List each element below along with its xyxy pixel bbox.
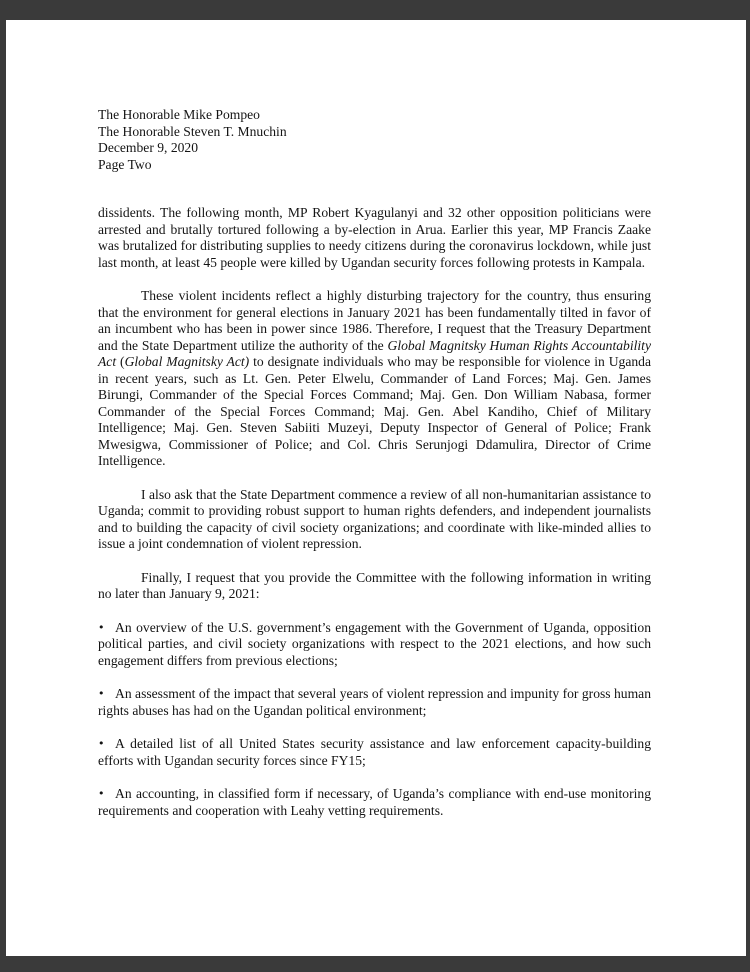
request-list [98, 620, 651, 820]
list-item [98, 736, 651, 769]
act-name: Global Magnitsky Human Rights Accountability Act [98, 337, 651, 369]
paragraph-text: ( [116, 354, 125, 369]
paragraph-information-request: Finally, I request that you provide the Committee with the following information in writing no later than January 9, 2021: [98, 569, 651, 601]
addressee-pompeo: The Honorable Mike Pompeo [98, 107, 260, 122]
act-short-name: Global Magnitsky Act) [124, 354, 250, 369]
list-item-text: An overview of the U.S. government’s engagement with the Government of Uganda, opposition political parties, and civil society organizations with respect to the 2021 elections, and how such engagement differs from previous elections; [98, 619, 651, 668]
bullet-icon: • [98, 787, 105, 800]
bottom-frame-bar [0, 956, 750, 972]
paragraph-text: These violent incidents reflect a highly disturbing trajectory for the country, thus ensuring that the environment for general elections in January 2021 has been fundamentally tilted in favor of an incumbent who has been in power since 1986. Therefore, I request that the Treasury Department and the State Department utilize the authority of the [98, 288, 651, 353]
paragraph-violent-incidents [98, 288, 651, 470]
page-number: Page Two [98, 156, 152, 172]
top-frame-bar [0, 0, 750, 20]
paragraph-dissidents: dissidents. The following month, MP Robert Kyagulanyi and 32 other opposition politicians were arrested and brutally tortured following a by-election in Arua. Earlier this year, MP Francis Zaake was brutalized for distributing supplies to needy citizens during the coronavirus lockdown, while just last month, at least 45 people were killed by Ugandan security forces following protests in Kampala. [98, 205, 651, 270]
paragraph-review-request: I also ask that the State Department commence a review of all non-humanitarian assistance to Uganda; commit to providing robust support to human rights defenders, and independent journalists and to building the capacity of civil society organizations; and coordinate with like-minded allies to issue a joint condemnation of violent repression. [98, 486, 651, 551]
list-item-text: A detailed list of all United States security assistance and law enforcement capacity-building efforts with Ugandan security forces since FY15; [98, 736, 651, 768]
letter-body [98, 205, 651, 836]
list-item [98, 620, 651, 670]
letter-date: December 9, 2020 [98, 140, 199, 155]
addressee-mnuchin: The Honorable Steven T. Mnuchin [98, 123, 287, 139]
bullet-icon: • [98, 620, 105, 634]
paragraph-text: to designate individuals who may be responsible for violence in Uganda in recent years, such as Lt. Gen. Peter Elwelu, Commander of Land Forces; Maj. Gen. James Birungi, Commander of the Special Forces Command; Maj. Gen. Don William Nabasa, former Commander of the Special Forces Command; Maj. Gen. Abel Kandiho, Chief of Military Intelligence; Maj. Gen. Steven Sabiiti Muzeyi, Deputy Inspector of General of Police; Frank Mwesigwa, Commissioner of Police; and Col. Chris Serunjogi Ddamulira, Director of Crime Intelligence. [98, 354, 651, 468]
bullet-icon: • [98, 687, 105, 700]
letter-header [98, 107, 498, 173]
bullet-icon: • [98, 737, 105, 750]
list-item-text: An assessment of the impact that several years of violent repression and impunity for gross human rights abuses has had on the Ugandan political environment; [98, 686, 651, 718]
list-item [98, 786, 651, 819]
list-item [98, 686, 651, 719]
letter-page [6, 20, 746, 956]
list-item-text: An accounting, in classified form if necessary, of Uganda’s compliance with end-use monitoring requirements and cooperation with Leahy vetting requirements. [98, 786, 651, 818]
